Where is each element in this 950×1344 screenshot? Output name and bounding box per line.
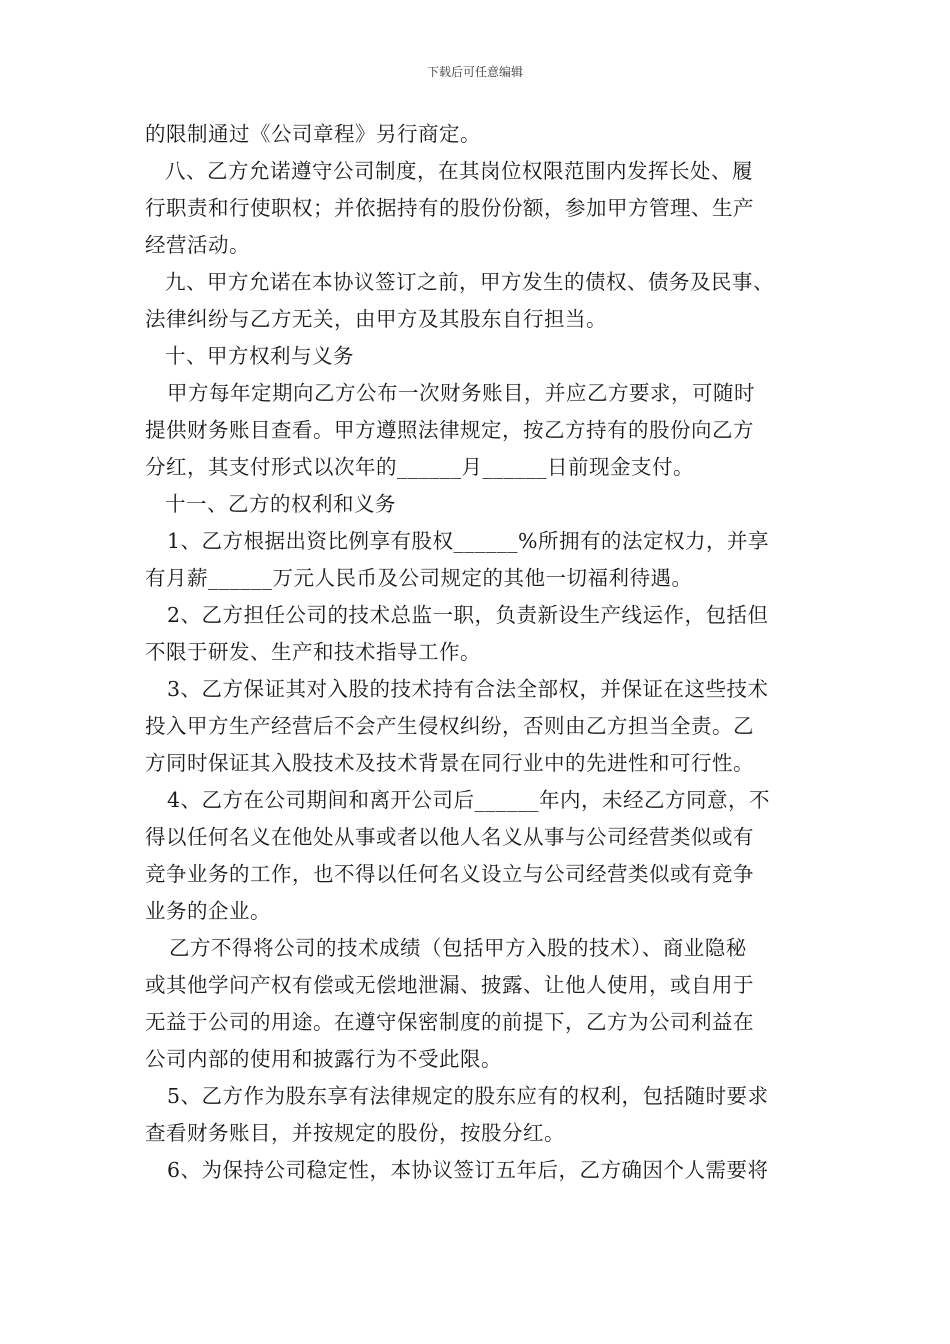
text-line: 1、乙方根据出资比例享有股权______%所拥有的法定权力，并享 bbox=[167, 529, 770, 553]
text-line: 法律纠纷与乙方无关，由甲方及其股东自行担当。 bbox=[145, 307, 607, 331]
text-line: 乙方不得将公司的技术成绩（包括甲方入股的技术）、商业隐秘 bbox=[169, 936, 747, 960]
document-body bbox=[145, 116, 815, 1189]
text-line: 无益于公司的用途。在遵守保密制度的前提下，乙方为公司利益在 bbox=[145, 1010, 754, 1034]
text-line: 不限于研发、生产和技术指导工作。 bbox=[145, 640, 481, 664]
text-line: 或其他学问产权有偿或无偿地泄漏、披露、让他人使用，或自用于 bbox=[145, 973, 754, 997]
text-line: 方同时保证其入股技术及技术背景在同行业中的先进性和可行性。 bbox=[145, 751, 754, 775]
text-line: 十、甲方权利与义务 bbox=[165, 344, 354, 368]
text-line: 3、乙方保证其对入股的技术持有合法全部权，并保证在这些技术 bbox=[167, 677, 769, 701]
text-line: 查看财务账目，并按规定的股份，按股分红。 bbox=[145, 1121, 565, 1145]
text-line: 十一、乙方的权利和义务 bbox=[165, 492, 396, 516]
text-line: 竞争业务的工作，也不得以任何名义设立与公司经营类似或有竞争 bbox=[145, 862, 754, 886]
text-line: 6、为保持公司稳定性，本协议签订五年后，乙方确因个人需要将 bbox=[167, 1158, 769, 1182]
text-line: 行职责和行使职权；并依据持有的股份份额，参加甲方管理、生产 bbox=[145, 196, 754, 220]
page-header: 下载后可任意编辑 bbox=[426, 65, 523, 79]
text-line: 的限制通过《公司章程》另行商定。 bbox=[145, 122, 481, 146]
text-line: 分红，其支付形式以次年的______月______日前现金支付。 bbox=[145, 455, 694, 479]
text-line: 经营活动。 bbox=[145, 233, 250, 257]
text-line: 2、乙方担任公司的技术总监一职，负责新设生产线运作，包括但 bbox=[167, 603, 769, 627]
text-line: 得以任何名义在他处从事或者以他人名义从事与公司经营类似或有 bbox=[145, 825, 754, 849]
text-line: 4、乙方在公司期间和离开公司后______年内，未经乙方同意，不 bbox=[167, 788, 771, 812]
text-line: 提供财务账目查看。甲方遵照法律规定，按乙方持有的股份向乙方 bbox=[145, 418, 754, 442]
text-line: 甲方每年定期向乙方公布一次财务账目，并应乙方要求，可随时 bbox=[167, 381, 755, 405]
text-line: 八、乙方允诺遵守公司制度，在其岗位权限范围内发挥长处、履 bbox=[165, 159, 753, 183]
text-line: 投入甲方生产经营后不会产生侵权纠纷，否则由乙方担当全责。乙 bbox=[145, 714, 754, 738]
text-line: 业务的企业。 bbox=[145, 899, 271, 923]
text-line: 公司内部的使用和披露行为不受此限。 bbox=[145, 1047, 502, 1071]
text-line: 九、甲方允诺在本协议签订之前，甲方发生的债权、债务及民事、 bbox=[165, 270, 774, 294]
text-line: 有月薪______万元人民币及公司规定的其他一切福利待遇。 bbox=[145, 566, 693, 590]
text-line: 5、乙方作为股东享有法律规定的股东应有的权利，包括随时要求 bbox=[167, 1084, 769, 1108]
